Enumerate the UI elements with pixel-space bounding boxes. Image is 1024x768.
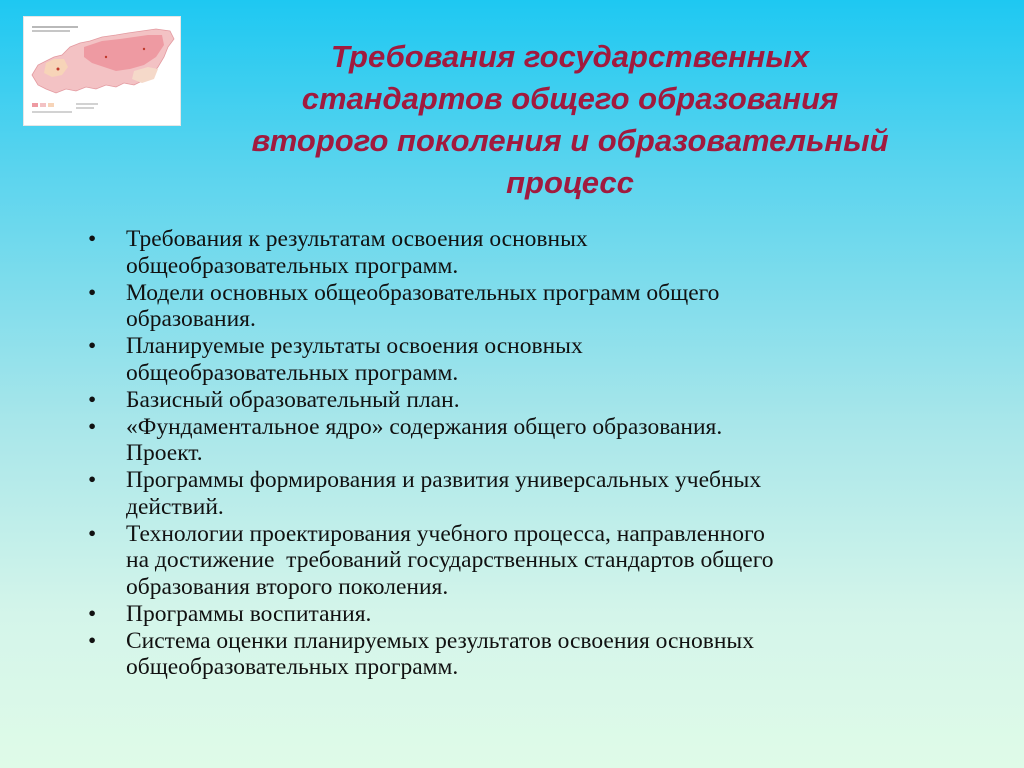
- bullet-text: [126, 280, 916, 333]
- slide-title: [200, 36, 940, 204]
- bullet-line: Требования к результатам освоения основных: [126, 226, 588, 252]
- title-line: Требования государственных: [330, 39, 810, 74]
- bullet-item: [86, 387, 916, 414]
- bullet-text: [126, 387, 916, 414]
- bullet-dot-icon: •: [88, 226, 97, 252]
- bullet-item: [86, 333, 916, 386]
- bullet-line: Технологии проектирования учебного процесса, направленного: [126, 520, 765, 547]
- bullet-dot-icon: •: [88, 520, 97, 547]
- bullet-text: [126, 467, 916, 520]
- bullet-line: общеобразовательных программ.: [126, 359, 459, 386]
- bullet-dot-icon: •: [88, 279, 97, 306]
- title-line: стандартов общего образования: [301, 81, 839, 116]
- bullet-line: на достижение требований государственных стандартов общего: [126, 547, 774, 573]
- bullet-dot-icon: •: [88, 333, 97, 359]
- bullet-line: Планируемые результаты освоения основных: [126, 333, 583, 359]
- bullet-line: образования второго поколения.: [126, 573, 449, 600]
- bullet-line: «Фундаментальное ядро» содержания общего образования.: [126, 413, 723, 440]
- bullet-text: [126, 414, 916, 467]
- bullet-text: [126, 333, 916, 386]
- bullet-dot-icon: •: [88, 413, 97, 440]
- bullet-text: [126, 226, 916, 279]
- bullet-text: [126, 628, 916, 681]
- bullet-line: образования.: [126, 306, 256, 332]
- bullet-item: [86, 280, 916, 333]
- title-line: процесс: [506, 165, 634, 200]
- bullet-text: [126, 521, 916, 601]
- bullet-item: [86, 467, 916, 520]
- bullet-item: [86, 601, 916, 628]
- bullet-line: общеобразовательных программ.: [126, 252, 459, 279]
- bullet-item: [86, 521, 916, 601]
- bullet-dot-icon: •: [88, 600, 97, 627]
- bullet-line: Программы воспитания.: [126, 600, 372, 627]
- bullet-line: действий.: [126, 493, 224, 520]
- bullet-line: Проект.: [126, 440, 203, 466]
- title-line: второго поколения и образовательный: [251, 123, 889, 158]
- bullet-line: Модели основных общеобразовательных программ общего: [126, 279, 720, 306]
- russia-map-icon: [24, 17, 180, 125]
- bullet-dot-icon: •: [88, 467, 97, 493]
- bullet-item: [86, 414, 916, 467]
- bullet-line: Система оценки планируемых результатов освоения основных: [126, 627, 754, 654]
- bullet-text: [126, 601, 916, 628]
- bullet-dot-icon: •: [88, 386, 97, 413]
- bullet-item: [86, 226, 916, 279]
- bullet-list: [86, 226, 916, 681]
- russia-map-thumbnail: [24, 17, 180, 125]
- bullet-line: Базисный образовательный план.: [126, 386, 460, 413]
- bullet-line: общеобразовательных программ.: [126, 654, 459, 680]
- bullet-dot-icon: •: [88, 627, 97, 654]
- bullet-line: Программы формирования и развития универсальных учебных: [126, 467, 762, 493]
- bullet-item: [86, 628, 916, 681]
